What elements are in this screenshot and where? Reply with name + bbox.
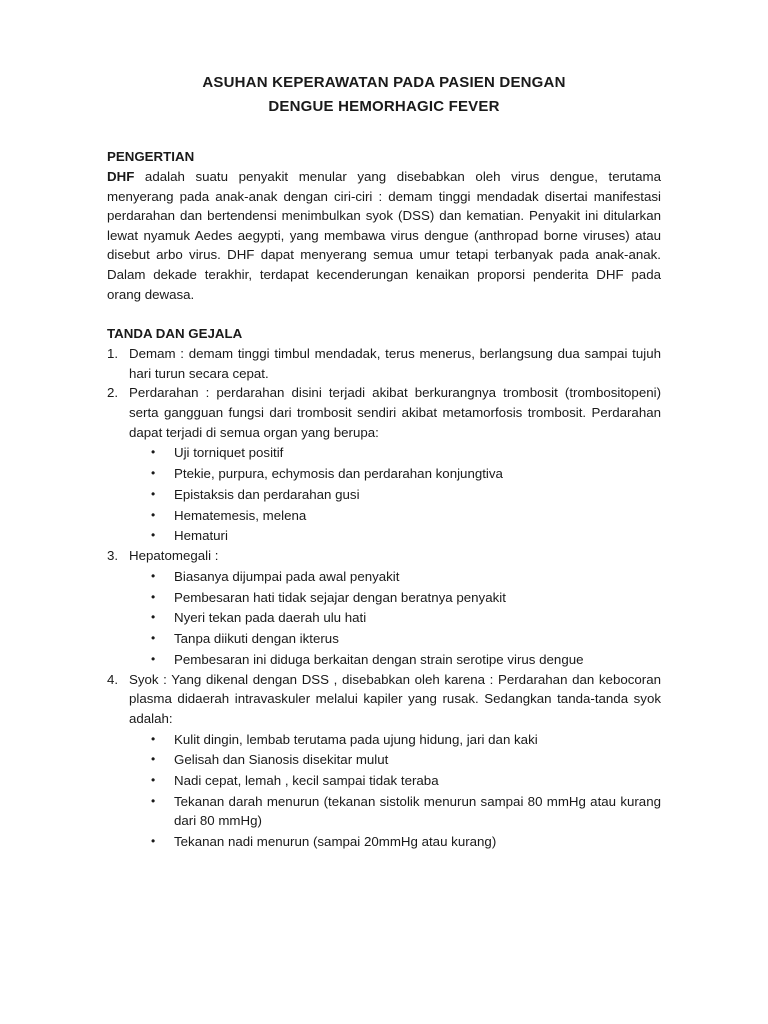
bullet-icon: • (151, 466, 156, 481)
bullet-item (129, 506, 661, 526)
bullet-icon: • (151, 528, 156, 543)
bullet-text: Biasanya dijumpai pada awal penyakit (174, 568, 400, 584)
bullet-item (129, 750, 661, 770)
bullet-text: Pembesaran hati tidak sejajar dengan beratnya penyakit (174, 589, 506, 605)
bullet-icon: • (151, 834, 156, 849)
bullet-item (129, 588, 661, 608)
bullet-icon: • (151, 445, 156, 460)
section-heading-tanda-gejala: TANDA DAN GEJALA (107, 326, 243, 342)
pengertian-text: adalah suatu penyakit menular yang disebabkan oleh virus dengue, terutama menyerang pada anak-anak dengan ciri-ciri : demam tinggi mendadak disertai manifestasi perdarahan dan bertendensi menimbulkan syok (DSS) dan kematian. Penyakit ini ditularkan lewat nyamuk Aedes aegypti, yang membawa virus dengue (anthropad borne viruses) atau disebut arbo virus. DHF dapat menyerang semua umur tetapi terbanyak pada anak-anak. Dalam dekade terakhir, terdapat kecenderungan kenaikan proporsi penderita DHF pada orang dewasa. (107, 169, 661, 302)
symptom-item-hepatomegali (107, 546, 661, 670)
bullet-text: Uji torniquet positif (174, 445, 284, 461)
symptom-item-syok (107, 670, 661, 852)
list-item-text: Demam : demam tinggi timbul mendadak, terus menerus, berlangsung dua sampai tujuh hari turun secara cepat. (129, 346, 661, 381)
list-number: 1. (107, 346, 119, 362)
bullet-item (129, 443, 661, 463)
symptom-list (107, 344, 661, 852)
document-body (107, 147, 661, 852)
document-title-line-1: ASUHAN KEPERAWATAN PADA PASIEN DENGAN (202, 74, 566, 91)
bullet-text: Pembesaran ini diduga berkaitan dengan strain serotipe virus dengue (174, 651, 584, 667)
list-number: 4. (107, 671, 119, 687)
bullet-text: Nadi cepat, lemah , kecil sampai tidak teraba (174, 773, 439, 789)
list-item-text: Syok : Yang dikenal dengan DSS , disebabkan oleh karena : Perdarahan dan kebocoran plasma didaerah intravaskuler melalui kapiler yang rusak. Sedangkan tanda-tanda syok adalah: (129, 671, 661, 726)
section-heading-pengertian: PENGERTIAN (107, 149, 195, 164)
bullet-text: Tekanan nadi menurun (sampai 20mmHg atau kurang) (174, 834, 497, 850)
bullet-item (129, 771, 661, 791)
bullet-icon: • (151, 610, 156, 625)
list-item-text: Perdarahan : perdarahan disini terjadi akibat berkurangnya trombosit (trombositopeni) serta gangguan fungsi dari trombosit sendiri akibat metamorfosis trombosit. Perdarahan dapat terjadi di semua organ yang berupa: (129, 385, 661, 440)
bullet-item (129, 526, 661, 546)
bullet-icon: • (151, 486, 156, 501)
bullet-icon: • (151, 773, 156, 788)
pengertian-term: DHF (107, 169, 135, 184)
bullet-item (129, 608, 661, 628)
bullet-item (129, 650, 661, 670)
bullet-item (129, 730, 661, 750)
sub-bullet-list (129, 443, 661, 546)
bullet-icon: • (151, 631, 156, 646)
bullet-text: Tekanan darah menurun (tekanan sistolik menurun sampai 80 mmHg atau kurang dari 80 mmHg) (174, 793, 661, 829)
document-title-line-2: DENGUE HEMORHAGIC FEVER (268, 98, 500, 115)
list-number: 3. (107, 548, 119, 564)
bullet-text: Hematuri (174, 528, 228, 544)
bullet-icon: • (151, 752, 156, 767)
bullet-text: Hematemesis, melena (174, 507, 307, 523)
bullet-item (129, 567, 661, 587)
bullet-item (129, 464, 661, 484)
bullet-icon: • (151, 589, 156, 604)
pengertian-paragraph (107, 167, 661, 304)
bullet-text: Tanpa diikuti dengan ikterus (174, 631, 339, 647)
bullet-icon: • (151, 507, 156, 522)
spacer (107, 304, 661, 324)
sub-bullet-list (129, 567, 661, 670)
list-number: 2. (107, 385, 119, 401)
bullet-icon: • (151, 651, 156, 666)
bullet-text: Epistaksis dan perdarahan gusi (174, 486, 360, 502)
list-item-text: Hepatomegali : (129, 548, 219, 564)
bullet-text: Ptekie, purpura, echymosis dan perdarahan konjungtiva (174, 466, 503, 482)
bullet-item (129, 832, 661, 852)
bullet-item (129, 485, 661, 505)
sub-bullet-list (129, 730, 661, 852)
bullet-icon: • (151, 568, 156, 583)
bullet-text: Nyeri tekan pada daerah ulu hati (174, 610, 367, 626)
bullet-item (129, 629, 661, 649)
symptom-item-perdarahan (107, 383, 661, 546)
symptom-item-demam (107, 344, 661, 383)
bullet-icon: • (151, 731, 156, 746)
bullet-text: Gelisah dan Sianosis disekitar mulut (174, 752, 389, 768)
bullet-text: Kulit dingin, lembab terutama pada ujung hidung, jari dan kaki (174, 731, 538, 747)
bullet-icon: • (151, 793, 156, 808)
bullet-item (129, 792, 661, 831)
